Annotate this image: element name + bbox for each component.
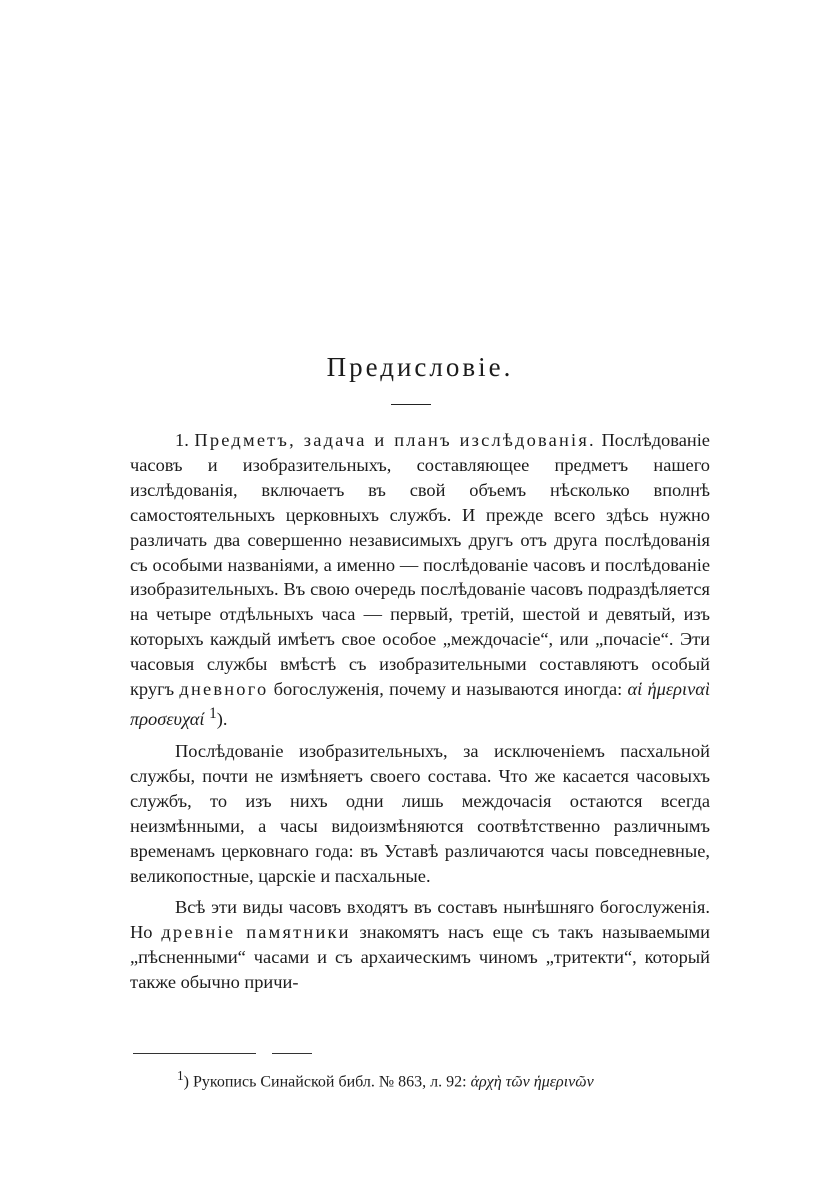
greek-phrase: αἱ ἡμεριναὶ προσευχαί	[130, 679, 711, 730]
paragraph-text: Послѣдованіе часовъ и изобразительныхъ, составляющее предметъ нашего изслѣдованія, включаетъ въ свой объемъ нѣсколько вполнѣ самостоятельныхъ церковныхъ службъ. И прежде всего здѣсь нужно различать два совершенно независимыхъ другъ отъ друга послѣдованія съ особыми названіями, а именно — послѣдованіе часовъ и послѣдованіе изобразительныхъ. Въ свою очередь послѣдованіе часовъ подраздѣляется на четыре отдѣльныхъ часа — первый, третій, шестой и девятый, изъ которыхъ каждый имѣетъ свое особое „междочасіе“, или „почасіе“. Эти часовыя службы вмѣстѣ съ изобразительными составляютъ особый кругъ	[130, 430, 710, 700]
main-text	[130, 428, 710, 995]
paragraph-text: богослуженія, почему и называются иногда:	[273, 679, 623, 700]
footnote-text: Рукопись Синайской библ. № 863, л. 92:	[193, 1073, 467, 1091]
paragraph-1: 1. Предметъ, задача и планъ изслѣдованія. Послѣдованіе часовъ и изобразительныхъ, составляющее предметъ нашего изслѣдованія, включаетъ въ свой объемъ нѣсколько вполнѣ самостоятельныхъ церковныхъ службъ. И прежде всего здѣсь нужно различать два совершенно независимыхъ другъ отъ друга послѣдованія съ особыми названіями, а именно — послѣдованіе часовъ и послѣдованіе изобразительныхъ. Въ свою очередь послѣдованіе часовъ подраздѣляется на четыре отдѣльныхъ часа — первый, третій, шестой и девятый, изъ которыхъ каждый имѣетъ свое особое „междочасіе“, или „почасіе“. Эти часовыя службы вмѣстѣ съ изобразительными составляютъ особый кругъ дневного богослуженія, почему и называются иногда: αἱ ἡμεριναὶ προσευχαί $^1$).	[130, 430, 711, 730]
paragraph-text: знакомятъ насъ еще съ такъ называемыми „пѣсненными“ часами и съ архаическимъ чиномъ „тритекти“, который также обычно причи-	[130, 922, 710, 993]
page-title: Предисловіе.	[326, 352, 514, 382]
paragraph-text: .	[222, 709, 228, 730]
footnote-greek: ἀρχὴ τῶν ἡμερινῶν	[470, 1073, 594, 1091]
paragraph-text: Всѣ эти виды часовъ входятъ въ составъ нынѣшняго богослуженія. Но	[130, 897, 710, 943]
footnote: $^1$) Рукопись Синайской библ. № 863, л. 92: ἀρχὴ τῶν ἡμερινῶν	[177, 1068, 594, 1091]
footnote-mark: 1	[177, 1068, 184, 1083]
footnote-separator	[133, 1053, 333, 1056]
section-heading: Предметъ, задача и планъ изслѣдованія.	[194, 430, 596, 450]
emphasis-spaced: древніе памятники	[161, 922, 351, 943]
footnote-ref[interactable]: 1	[209, 704, 217, 722]
paragraph-2	[130, 739, 710, 888]
emphasis-spaced: дневного	[179, 679, 269, 700]
paragraph-3	[130, 895, 710, 995]
paragraph-text: Послѣдованіе изобразительныхъ, за исключеніемъ пасхальной службы, почти не измѣняетъ своего состава. Что же касается часовыхъ службъ, то изъ нихъ одни лишь междочасія остаются всегда неизмѣнными, а часы видоизмѣняются соотвѣтственно различнымъ временамъ церковнаго года: въ Уставѣ различаются часы повседневные, великопостные, царскіе и пасхальные.	[130, 741, 710, 886]
title-divider	[391, 404, 431, 405]
section-number: 1.	[175, 430, 189, 450]
